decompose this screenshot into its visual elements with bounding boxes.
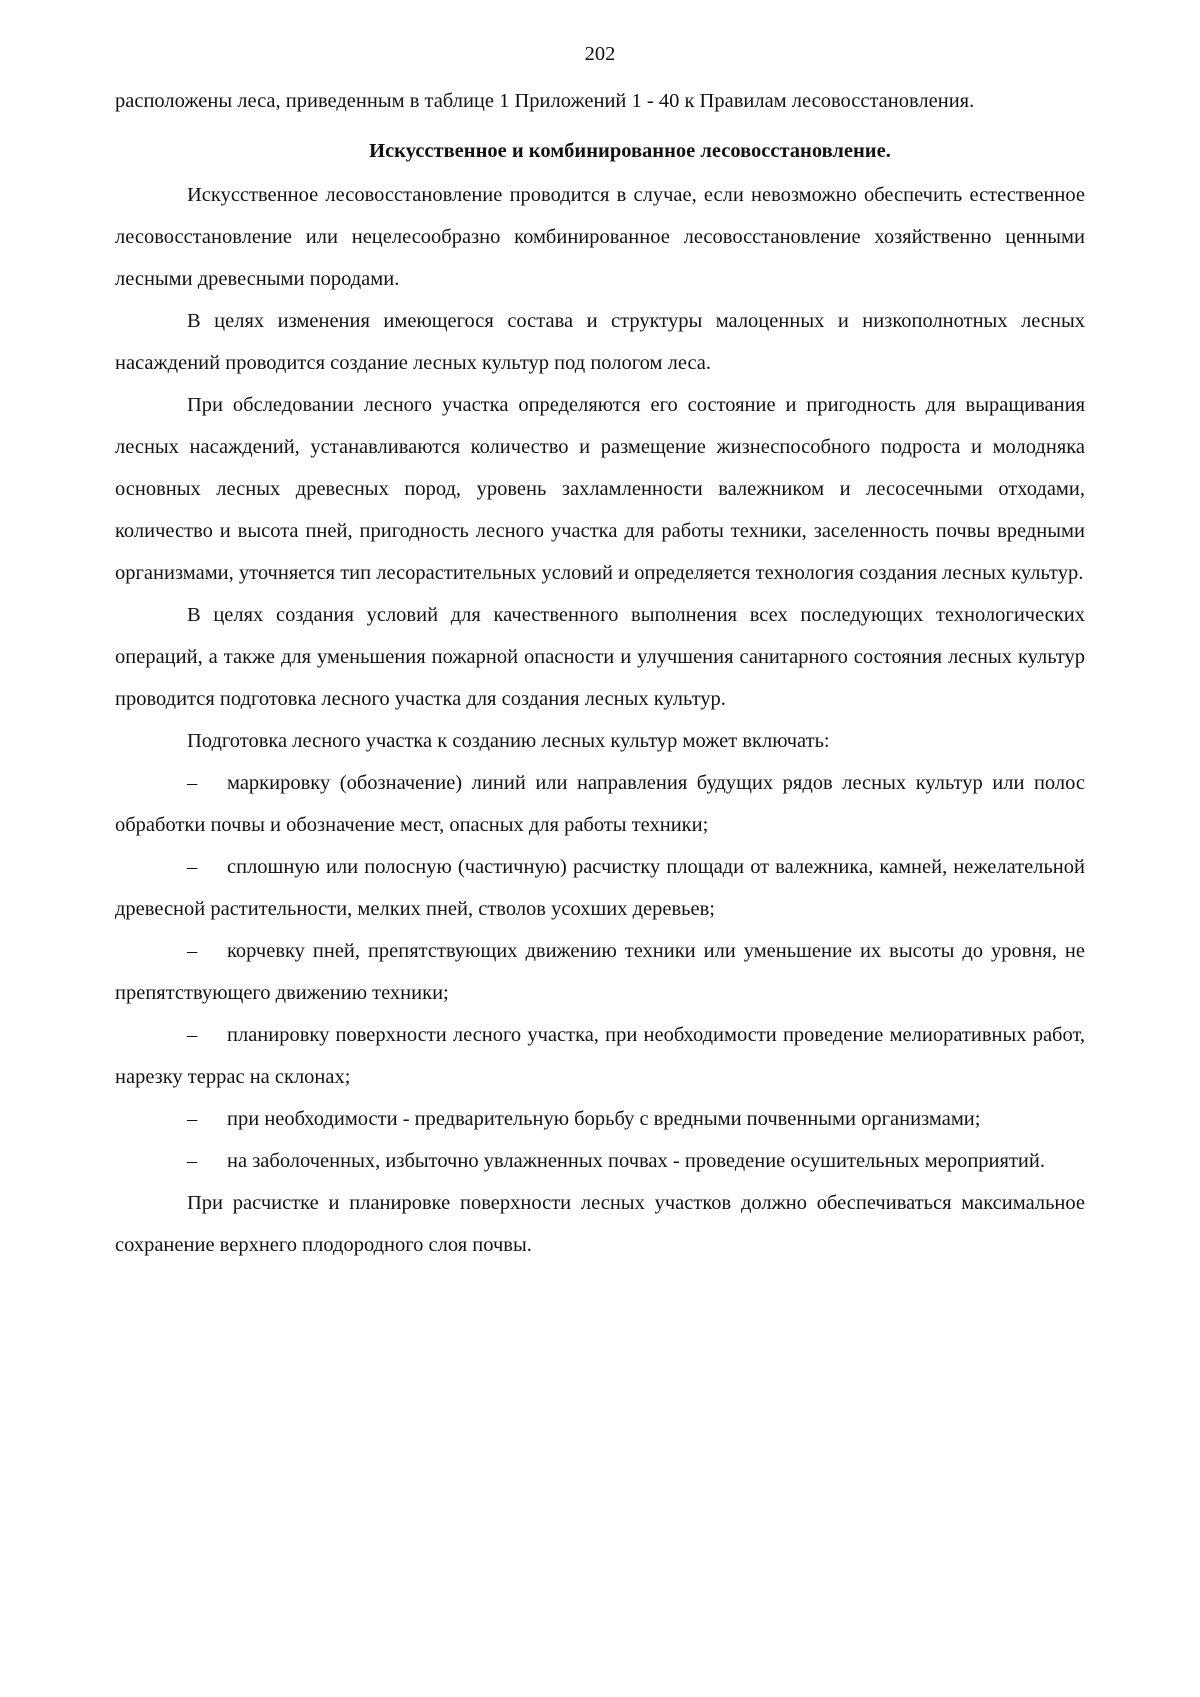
list-item (115, 762, 1085, 846)
list-dash: – (187, 1150, 198, 1172)
list-item-text: на заболоченных, избыточно увлажненных почвах - проведение осушительных мероприятий. (227, 1150, 1045, 1172)
page-number: 202 (584, 43, 616, 65)
final-paragraph: При расчистке и планировке поверхности лесных участков должно обеспечиваться максимальное сохранение верхнего плодородного слоя почвы. (115, 1192, 1085, 1256)
paragraph: В целях изменения имеющегося состава и структуры малоценных и низкополнотных лесных насаждений проводится создание лесных культур под пологом леса. (115, 310, 1085, 374)
list-item-text: при необходимости - предварительную борьбу с вредными почвенными организмами; (227, 1108, 981, 1130)
paragraph: Искусственное лесовосстановление проводится в случае, если невозможно обеспечить естественное лесовосстановление или нецелесообразно комбинированное лесовосстановление хозяйственно ценными лесными древесными породами. (115, 184, 1085, 290)
list-dash: – (187, 940, 198, 962)
section-heading: Искусственное и комбинированное лесовосстановление. (369, 140, 891, 162)
list-item (115, 1014, 1085, 1098)
paragraph: Подготовка лесного участка к созданию лесных культур может включать: (187, 730, 830, 752)
list-item (115, 1140, 1085, 1182)
list-item (115, 846, 1085, 930)
list-dash: – (187, 856, 198, 878)
list-item (115, 1098, 1085, 1140)
intro-paragraph: расположены леса, приведенным в таблице 1 Приложений 1 - 40 к Правилам лесовосстановления. (115, 90, 975, 112)
list-item-text: сплошную или полосную (частичную) расчистку площади от валежника, камней, нежелательной древесной растительности, мелких пней, стволов усохших деревьев; (115, 856, 1085, 920)
list-dash: – (187, 1108, 198, 1130)
list-dash: – (187, 1024, 198, 1046)
paragraph: При обследовании лесного участка определяются его состояние и пригодность для выращивания лесных насаждений, устанавливаются количество и размещение жизнеспособного подроста и молодняка основных лесных древесных пород, уровень захламленности валежником и лесосечными отходами, количество и высота пней, пригодность лесного участка для работы техники, заселенность почвы вредными организмами, уточняется тип лесорастительных условий и определяется технология создания лесных культур. (115, 394, 1085, 584)
list-item-text: планировку поверхности лесного участка, при необходимости проведение мелиоративных работ, нарезку террас на склонах; (115, 1024, 1085, 1088)
list-dash: – (187, 772, 198, 794)
list-item-text: маркировку (обозначение) линий или направления будущих рядов лесных культур или полос обработки почвы и обозначение мест, опасных для работы техники; (115, 772, 1085, 836)
list-item-text: корчевку пней, препятствующих движению техники или уменьшение их высоты до уровня, не препятствующего движению техники; (115, 940, 1085, 1004)
list-item (115, 930, 1085, 1014)
paragraph: В целях создания условий для качественного выполнения всех последующих технологических операций, а также для уменьшения пожарной опасности и улучшения санитарного состояния лесных культур проводится подготовка лесного участка для создания лесных культур. (115, 604, 1085, 710)
